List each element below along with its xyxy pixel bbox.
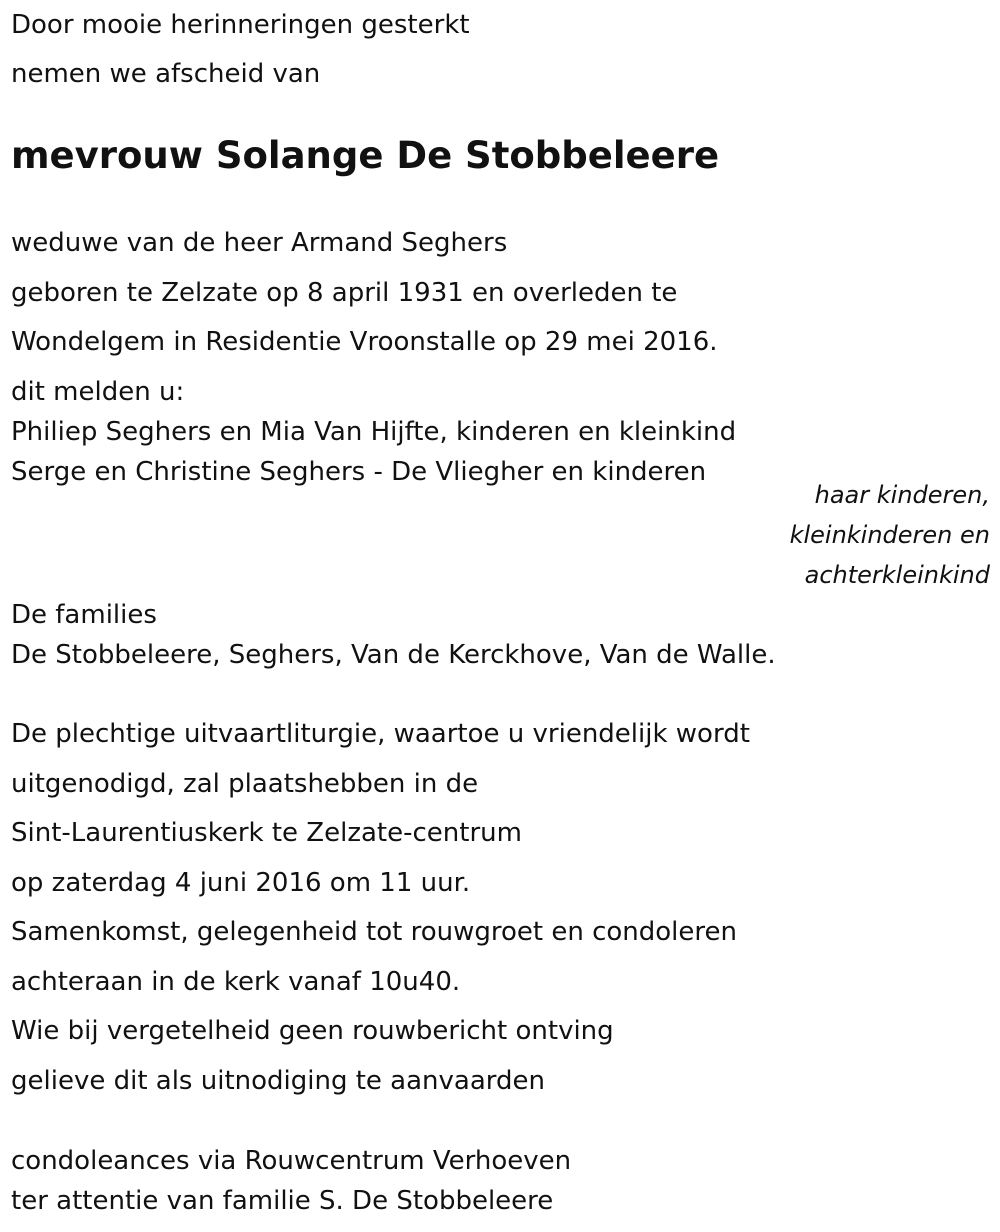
deceased-name: mevrouw Solange De Stobbeleere <box>11 134 720 177</box>
intro-line-1: Door mooie herinneringen gesterkt <box>11 10 470 40</box>
announcers-intro: dit melden u: <box>11 377 185 407</box>
side-note-line-1: haar kinderen, <box>814 481 990 509</box>
condolences-line-1: condoleances via Rouwcentrum Verhoeven <box>11 1146 572 1176</box>
side-note-line-2: kleinkinderen en <box>789 521 990 549</box>
families-heading: De families <box>11 600 157 630</box>
side-note-line-3: achterkleinkind <box>804 561 990 589</box>
ceremony-line-7: Wie bij vergetelheid geen rouwbericht ontving <box>11 1016 614 1046</box>
ceremony-line-8: gelieve dit als uitnodiging te aanvaarden <box>11 1066 545 1096</box>
ceremony-line-1: De plechtige uitvaartliturgie, waartoe u vriendelijk wordt <box>11 719 750 749</box>
intro-line-2: nemen we afscheid van <box>11 59 321 89</box>
ceremony-line-5: Samenkomst, gelegenheid tot rouwgroet en condoleren <box>11 917 737 947</box>
widow-of-line: weduwe van de heer Armand Seghers <box>11 228 508 258</box>
ceremony-line-2: uitgenodigd, zal plaatshebben in de <box>11 769 479 799</box>
death-line: Wondelgem in Residentie Vroonstalle op 29 mei 2016. <box>11 327 718 357</box>
ceremony-line-6: achteraan in de kerk vanaf 10u40. <box>11 967 461 997</box>
announcer-line-2: Serge en Christine Seghers - De Vliegher en kinderen <box>11 457 707 487</box>
families-list: De Stobbeleere, Seghers, Van de Kerckhove, Van de Walle. <box>11 640 776 670</box>
ceremony-line-4: op zaterdag 4 juni 2016 om 11 uur. <box>11 868 471 898</box>
ceremony-line-3: Sint-Laurentiuskerk te Zelzate-centrum <box>11 818 522 848</box>
birth-line: geboren te Zelzate op 8 april 1931 en overleden te <box>11 278 678 308</box>
announcer-line-1: Philiep Seghers en Mia Van Hijfte, kinderen en kleinkind <box>11 417 737 447</box>
condolences-line-2: ter attentie van familie S. De Stobbeleere <box>11 1186 554 1216</box>
